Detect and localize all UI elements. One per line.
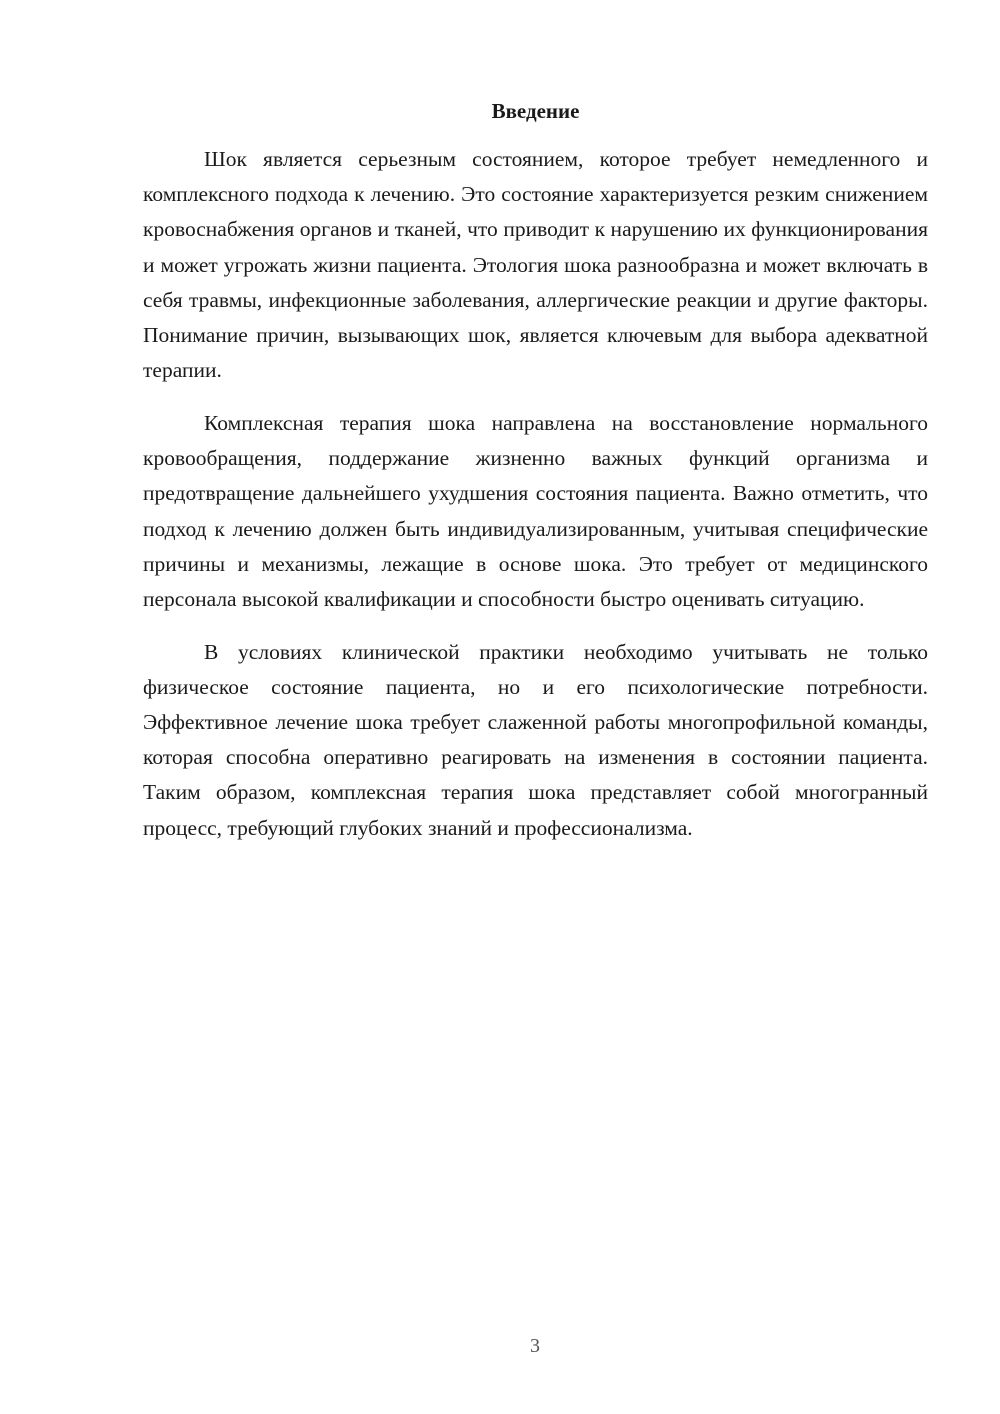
- paragraph-1: Шок является серьезным состоянием, которое требует немедленного и комплексного подхода к лечению. Это состояние характеризуется резким снижением кровоснабжения органов и тканей, что приводит к нарушению их функционирования и может угрожать жизни пациента. Этология шока разнообразна и может включать в себя травмы, инфекционные заболевания, аллергические реакции и другие факторы. Понимание причин, вызывающих шок, является ключевым для выбора адекватной терапии.: [143, 147, 928, 383]
- paragraph-3: В условиях клинической практики необходимо учитывать не только физическое состояние пациента, но и его психологические потребности. Эффективное лечение шока требует слаженной работы многопрофильной команды, которая способна оперативно реагировать на изменения в состоянии пациента. Таким образом, комплексная терапия шока представляет собой многогранный процесс, требующий глубоких знаний и профессионализма.: [143, 639, 928, 840]
- page-number: 3: [530, 1335, 540, 1357]
- body-text: [143, 142, 928, 846]
- paragraph-2: Комплексная терапия шока направлена на восстановление нормального кровообращения, поддержание жизненно важных функций организма и предотвращение дальнейшего ухудшения состояния пациента. Важно отметить, что подход к лечению должен быть индивидуализированным, учитывая специфические причины и механизмы, лежащие в основе шока. Это требует от медицинского персонала высокой квалификации и способности быстро оценивать ситуацию.: [143, 410, 928, 611]
- section-heading: Введение: [491, 99, 580, 123]
